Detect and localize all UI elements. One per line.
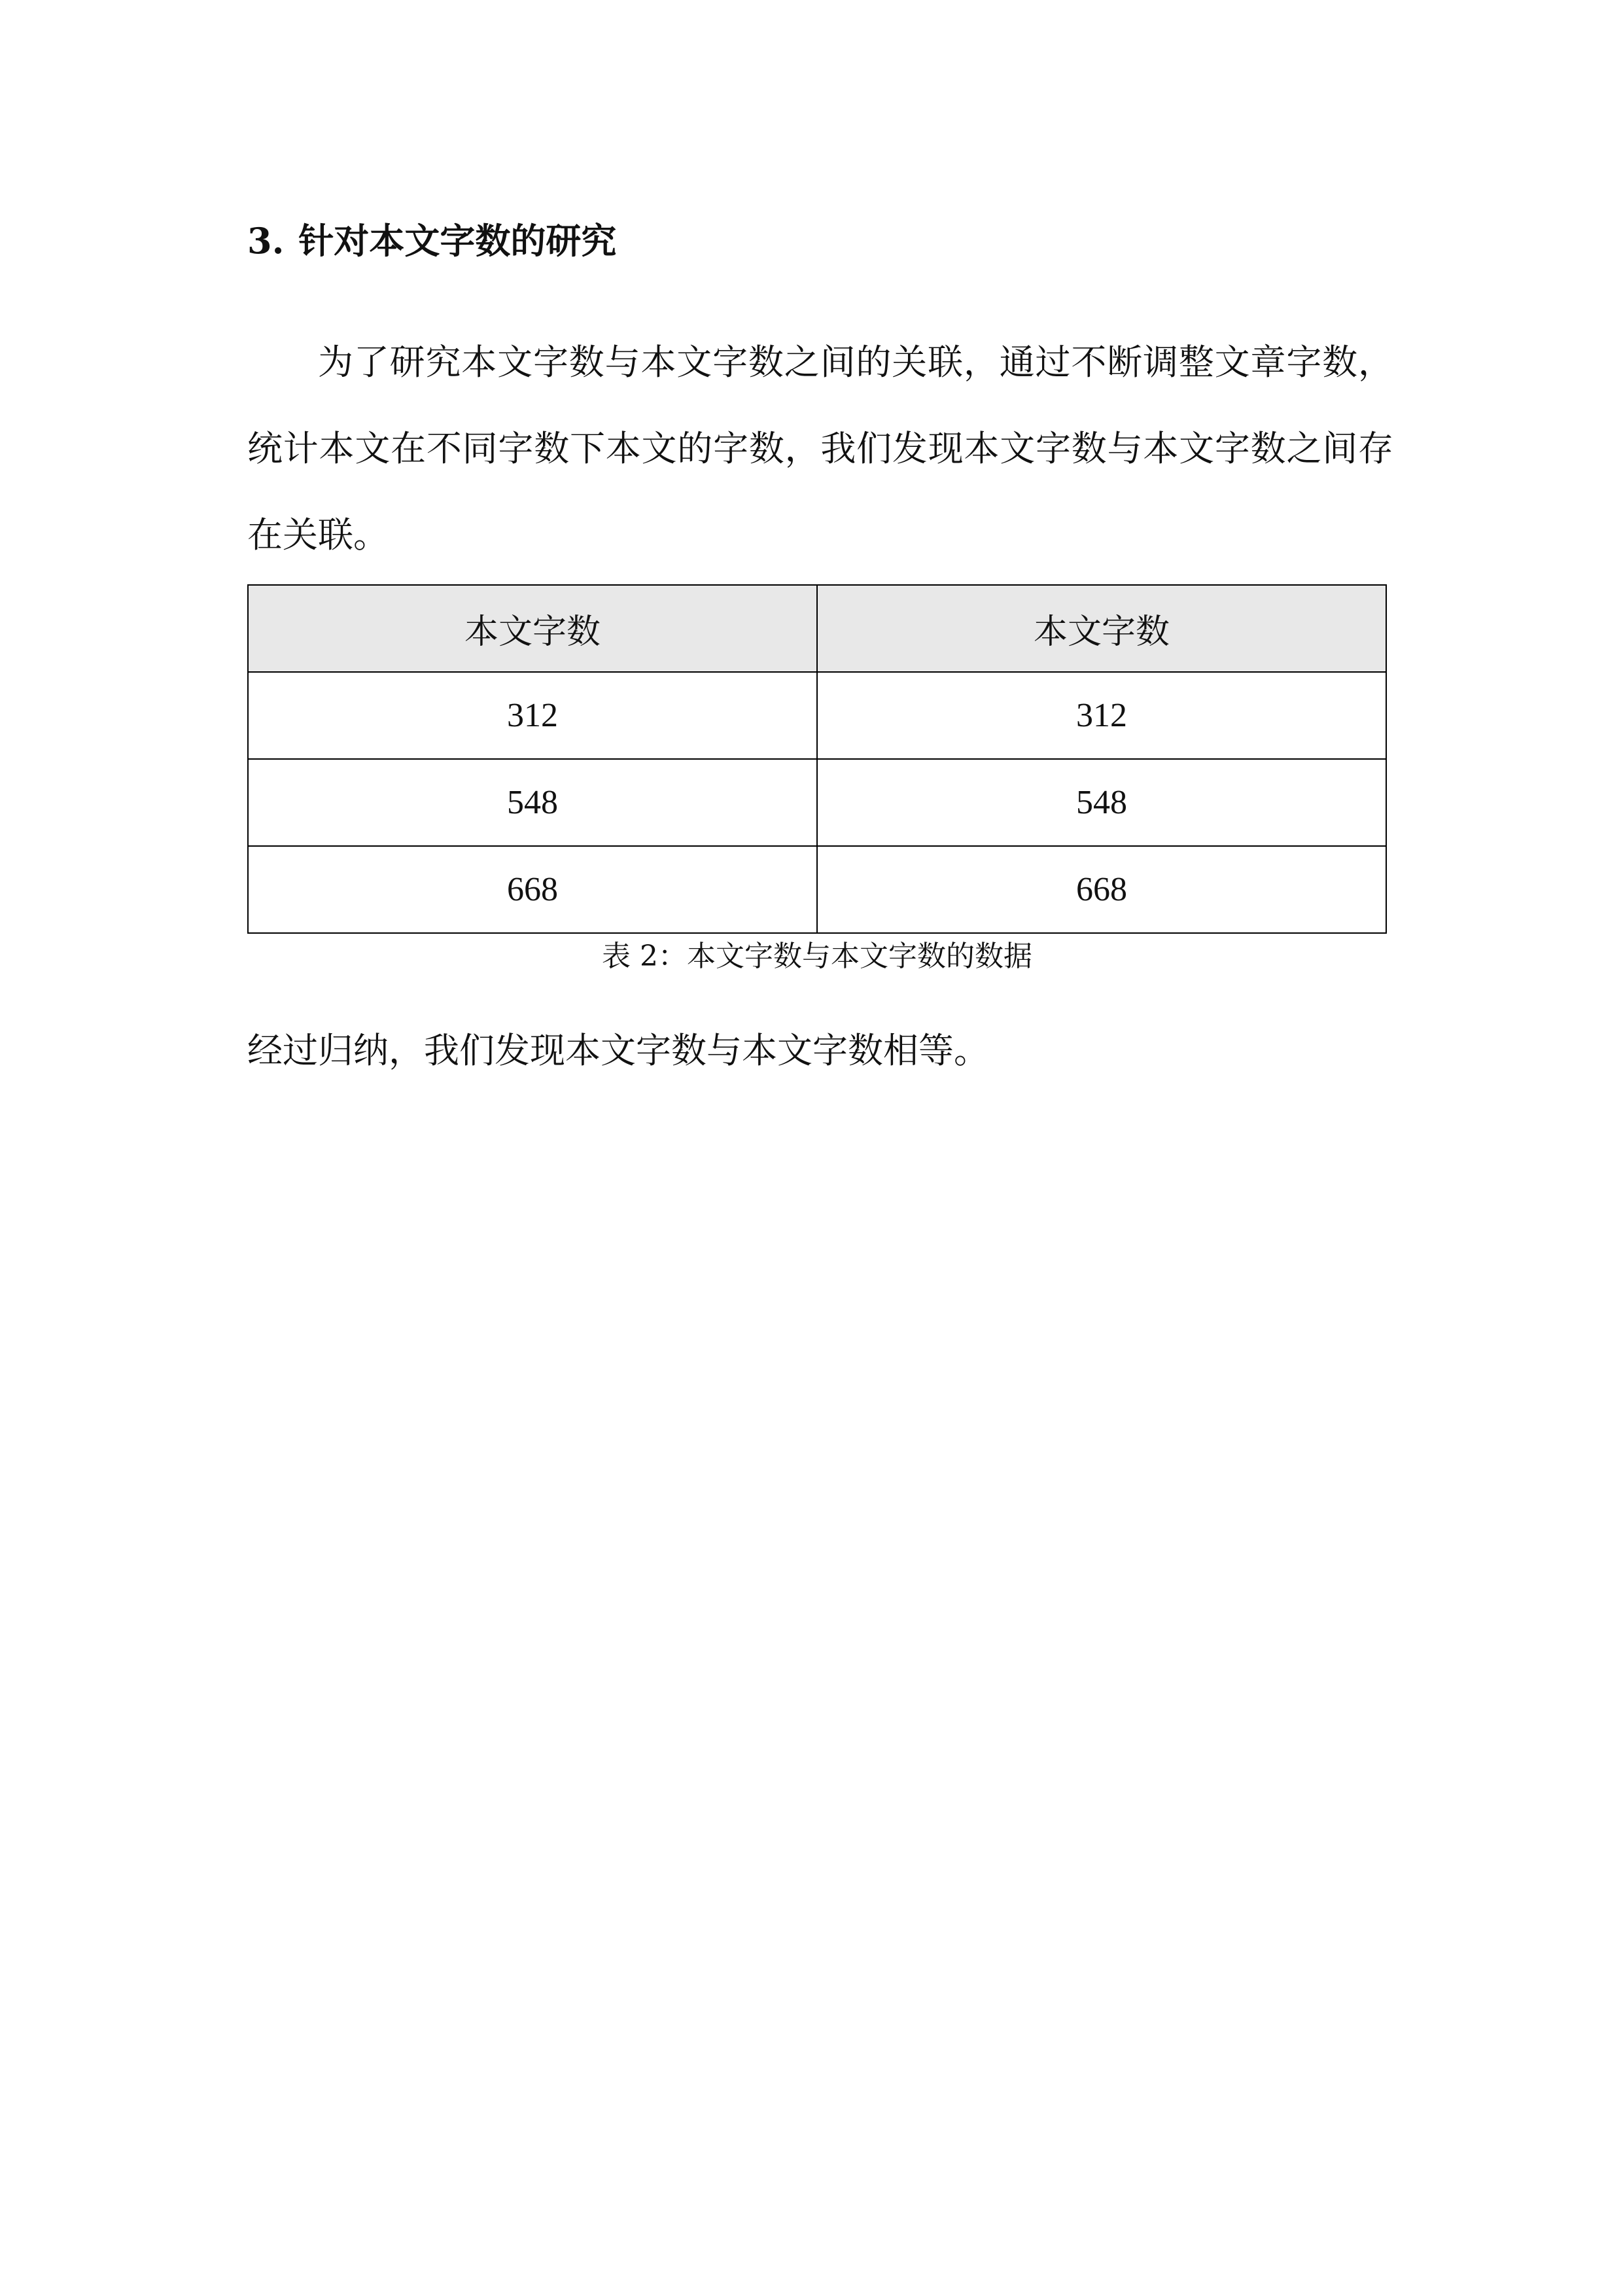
data-table <box>247 584 1387 934</box>
table-cell: 548 <box>817 759 1386 846</box>
table-cell: 668 <box>817 846 1386 933</box>
section-number: 3. <box>247 220 285 262</box>
body-paragraph: 为了研究本文字数与本文字数之间的关联，通过不断调整文章字数，统计本文在不同字数下本文的字数，我们发现本文字数与本文字数之间存在关联。 <box>247 342 1393 556</box>
table-cell: 668 <box>248 846 817 933</box>
column-header: 本文字数 <box>248 585 817 672</box>
section-heading <box>247 211 616 271</box>
table-cell: 312 <box>248 672 817 759</box>
table-cell: 548 <box>248 759 817 846</box>
table-caption: 表 2：本文字数与本文字数的数据 <box>602 940 1032 973</box>
table-header-row <box>248 585 1386 672</box>
table-row <box>248 759 1386 846</box>
table-cell: 312 <box>817 672 1386 759</box>
column-header: 本文字数 <box>817 585 1386 672</box>
conclusion-paragraph: 经过归纳，我们发现本文字数与本文字数相等。 <box>247 1030 989 1071</box>
section-title: 针对本文字数的研究 <box>298 220 617 262</box>
table-row <box>248 846 1386 933</box>
table-row <box>248 672 1386 759</box>
